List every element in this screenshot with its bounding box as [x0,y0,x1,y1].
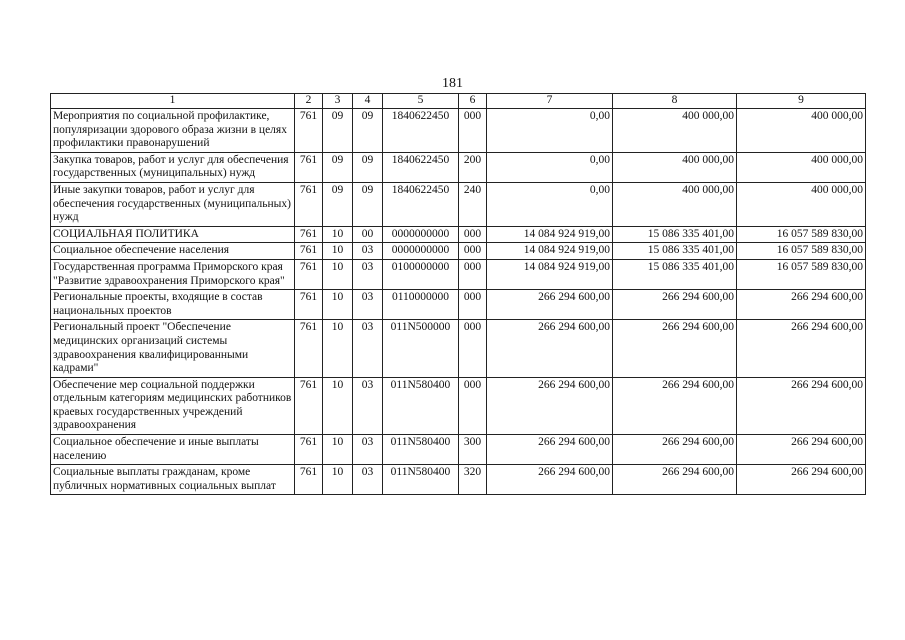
row-name-cell: Региональный проект "Обеспечение медицинских организаций системы здравоохранения квалифицированными кадрами" [51,320,295,377]
column-header: 2 [295,94,323,109]
expense-type-cell: 000 [459,320,487,377]
expense-type-cell: 000 [459,377,487,434]
table-row [51,182,866,226]
amount-year2-cell: 15 086 335 401,00 [613,243,737,260]
expense-type-cell: 320 [459,465,487,495]
subsection-cell: 09 [353,182,383,226]
row-name-cell: Региональные проекты, входящие в состав национальных проектов [51,290,295,320]
expense-type-cell: 000 [459,226,487,243]
target-article-cell: 011N580400 [383,377,459,434]
amount-year3-cell: 16 057 589 830,00 [737,243,866,260]
admin-code-cell: 761 [295,182,323,226]
admin-code-cell: 761 [295,290,323,320]
target-article-cell: 1840622450 [383,152,459,182]
subsection-cell: 00 [353,226,383,243]
amount-year2-cell: 400 000,00 [613,109,737,153]
target-article-cell: 1840622450 [383,109,459,153]
section-cell: 10 [323,290,353,320]
section-cell: 09 [323,152,353,182]
section-cell: 10 [323,465,353,495]
amount-year1-cell: 266 294 600,00 [487,435,613,465]
row-name-cell: Государственная программа Приморского края "Развитие здравоохранения Приморского края" [51,259,295,289]
column-header: 6 [459,94,487,109]
target-article-cell: 011N580400 [383,465,459,495]
amount-year1-cell: 0,00 [487,152,613,182]
section-cell: 10 [323,243,353,260]
table-row [51,435,866,465]
subsection-cell: 03 [353,435,383,465]
subsection-cell: 03 [353,290,383,320]
expense-type-cell: 000 [459,290,487,320]
column-header: 4 [353,94,383,109]
amount-year2-cell: 400 000,00 [613,152,737,182]
amount-year2-cell: 15 086 335 401,00 [613,226,737,243]
amount-year2-cell: 15 086 335 401,00 [613,259,737,289]
amount-year1-cell: 266 294 600,00 [487,320,613,377]
amount-year1-cell: 14 084 924 919,00 [487,243,613,260]
row-name-cell: Закупка товаров, работ и услуг для обеспечения государственных (муниципальных) нужд [51,152,295,182]
table-row [51,377,866,434]
section-cell: 09 [323,109,353,153]
amount-year3-cell: 16 057 589 830,00 [737,259,866,289]
amount-year1-cell: 14 084 924 919,00 [487,259,613,289]
table-row [51,290,866,320]
section-cell: 10 [323,320,353,377]
expense-type-cell: 200 [459,152,487,182]
column-header: 3 [323,94,353,109]
amount-year3-cell: 266 294 600,00 [737,377,866,434]
admin-code-cell: 761 [295,377,323,434]
column-header: 7 [487,94,613,109]
table-row [51,109,866,153]
column-header: 9 [737,94,866,109]
amount-year2-cell: 266 294 600,00 [613,465,737,495]
subsection-cell: 03 [353,243,383,260]
section-cell: 10 [323,377,353,434]
amount-year2-cell: 400 000,00 [613,182,737,226]
admin-code-cell: 761 [295,435,323,465]
expense-type-cell: 240 [459,182,487,226]
admin-code-cell: 761 [295,243,323,260]
subsection-cell: 03 [353,465,383,495]
row-name-cell: Социальное обеспечение населения [51,243,295,260]
table-row [51,259,866,289]
amount-year1-cell: 266 294 600,00 [487,377,613,434]
table-row [51,320,866,377]
target-article-cell: 0110000000 [383,290,459,320]
subsection-cell: 03 [353,320,383,377]
amount-year3-cell: 266 294 600,00 [737,320,866,377]
amount-year3-cell: 400 000,00 [737,182,866,226]
column-header: 1 [51,94,295,109]
section-cell: 10 [323,226,353,243]
row-name-cell: Социальное обеспечение и иные выплаты населению [51,435,295,465]
amount-year2-cell: 266 294 600,00 [613,435,737,465]
subsection-cell: 03 [353,377,383,434]
subsection-cell: 09 [353,152,383,182]
amount-year2-cell: 266 294 600,00 [613,290,737,320]
amount-year1-cell: 266 294 600,00 [487,290,613,320]
row-name-cell: Обеспечение мер социальной поддержки отдельным категориям медицинских работников краевых государственных учреждений здравоохранения [51,377,295,434]
budget-table [50,93,866,495]
target-article-cell: 1840622450 [383,182,459,226]
admin-code-cell: 761 [295,226,323,243]
row-name-cell: Социальные выплаты гражданам, кроме публичных нормативных социальных выплат [51,465,295,495]
target-article-cell: 011N580400 [383,435,459,465]
row-name-cell: СОЦИАЛЬНАЯ ПОЛИТИКА [51,226,295,243]
expense-type-cell: 300 [459,435,487,465]
expense-type-cell: 000 [459,243,487,260]
target-article-cell: 011N500000 [383,320,459,377]
admin-code-cell: 761 [295,152,323,182]
row-name-cell: Иные закупки товаров, работ и услуг для обеспечения государственных (муниципальных) нужд [51,182,295,226]
table-row [51,152,866,182]
expense-type-cell: 000 [459,259,487,289]
admin-code-cell: 761 [295,320,323,377]
amount-year1-cell: 0,00 [487,109,613,153]
table-row [51,465,866,495]
column-header: 5 [383,94,459,109]
amount-year2-cell: 266 294 600,00 [613,320,737,377]
amount-year3-cell: 16 057 589 830,00 [737,226,866,243]
amount-year1-cell: 14 084 924 919,00 [487,226,613,243]
amount-year1-cell: 266 294 600,00 [487,465,613,495]
target-article-cell: 0000000000 [383,243,459,260]
row-name-cell: Мероприятия по социальной профилактике, популяризации здорового образа жизни в целях профилактики правонарушений [51,109,295,153]
target-article-cell: 0100000000 [383,259,459,289]
section-cell: 10 [323,259,353,289]
admin-code-cell: 761 [295,259,323,289]
admin-code-cell: 761 [295,109,323,153]
section-cell: 10 [323,435,353,465]
column-header: 8 [613,94,737,109]
amount-year3-cell: 400 000,00 [737,109,866,153]
subsection-cell: 09 [353,109,383,153]
amount-year3-cell: 266 294 600,00 [737,435,866,465]
page-number: 181 [442,76,463,91]
admin-code-cell: 761 [295,465,323,495]
section-cell: 09 [323,182,353,226]
subsection-cell: 03 [353,259,383,289]
amount-year2-cell: 266 294 600,00 [613,377,737,434]
table-row [51,243,866,260]
expense-type-cell: 000 [459,109,487,153]
target-article-cell: 0000000000 [383,226,459,243]
amount-year1-cell: 0,00 [487,182,613,226]
amount-year3-cell: 266 294 600,00 [737,465,866,495]
table-row [51,226,866,243]
column-header-row [51,94,866,109]
amount-year3-cell: 400 000,00 [737,152,866,182]
amount-year3-cell: 266 294 600,00 [737,290,866,320]
